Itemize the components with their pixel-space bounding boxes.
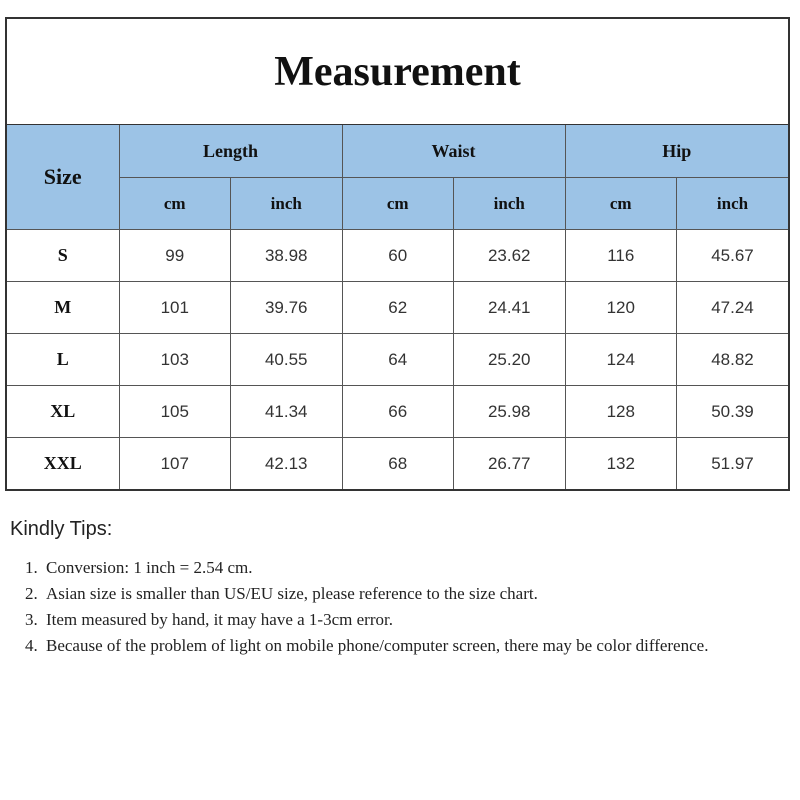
- table-cell: 26.77: [454, 438, 566, 490]
- table-cell: 41.34: [231, 386, 343, 438]
- table-cell: 66: [342, 386, 454, 438]
- tip-item: 3. Item measured by hand, it may have a 1-3cm error.: [42, 607, 780, 633]
- size-cell: S: [7, 230, 119, 282]
- unit-header: inch: [677, 178, 789, 230]
- table-row: [7, 334, 788, 386]
- table-cell: 101: [119, 282, 231, 334]
- group-header-length: Length: [119, 125, 342, 178]
- table-cell: 25.20: [454, 334, 566, 386]
- table-cell: 99: [119, 230, 231, 282]
- size-cell: M: [7, 282, 119, 334]
- table-cell: 24.41: [454, 282, 566, 334]
- unit-header: cm: [342, 178, 454, 230]
- table-cell: 120: [565, 282, 677, 334]
- table-cell: 124: [565, 334, 677, 386]
- tips-list: [10, 555, 780, 659]
- tip-item: 4. Because of the problem of light on mobile phone/computer screen, there may be color difference.: [42, 633, 780, 659]
- size-cell: L: [7, 334, 119, 386]
- size-cell: XL: [7, 386, 119, 438]
- table-cell: 50.39: [677, 386, 789, 438]
- table-row: [7, 438, 788, 490]
- table-cell: 39.76: [231, 282, 343, 334]
- group-header-row: [7, 125, 788, 178]
- table-cell: 116: [565, 230, 677, 282]
- table-cell: 48.82: [677, 334, 789, 386]
- table-row: [7, 230, 788, 282]
- table-cell: 103: [119, 334, 231, 386]
- chart-title: Measurement: [274, 48, 521, 95]
- table-cell: 68: [342, 438, 454, 490]
- table-cell: 128: [565, 386, 677, 438]
- table-row: [7, 282, 788, 334]
- table-cell: 42.13: [231, 438, 343, 490]
- table-cell: 62: [342, 282, 454, 334]
- measurement-chart: [5, 17, 790, 491]
- table-cell: 38.98: [231, 230, 343, 282]
- table-cell: 64: [342, 334, 454, 386]
- size-column-header: Size: [7, 125, 119, 230]
- table-cell: 45.67: [677, 230, 789, 282]
- unit-header: cm: [565, 178, 677, 230]
- unit-header-row: [7, 178, 788, 230]
- group-header-waist: Waist: [342, 125, 565, 178]
- table-cell: 107: [119, 438, 231, 490]
- kindly-tips: [10, 518, 780, 659]
- tip-item: 1. Conversion: 1 inch = 2.54 cm.: [42, 555, 780, 581]
- group-header-hip: Hip: [565, 125, 788, 178]
- unit-header: inch: [231, 178, 343, 230]
- table-cell: 60: [342, 230, 454, 282]
- title-row: [7, 19, 788, 125]
- tip-item: 2. Asian size is smaller than US/EU size, please reference to the size chart.: [42, 581, 780, 607]
- size-table: [7, 125, 788, 489]
- table-cell: 47.24: [677, 282, 789, 334]
- tips-heading: Kindly Tips:: [10, 518, 113, 540]
- table-cell: 51.97: [677, 438, 789, 490]
- table-row: [7, 386, 788, 438]
- table-cell: 105: [119, 386, 231, 438]
- table-cell: 132: [565, 438, 677, 490]
- table-cell: 25.98: [454, 386, 566, 438]
- table-cell: 40.55: [231, 334, 343, 386]
- unit-header: cm: [119, 178, 231, 230]
- unit-header: inch: [454, 178, 566, 230]
- size-cell: XXL: [7, 438, 119, 490]
- table-cell: 23.62: [454, 230, 566, 282]
